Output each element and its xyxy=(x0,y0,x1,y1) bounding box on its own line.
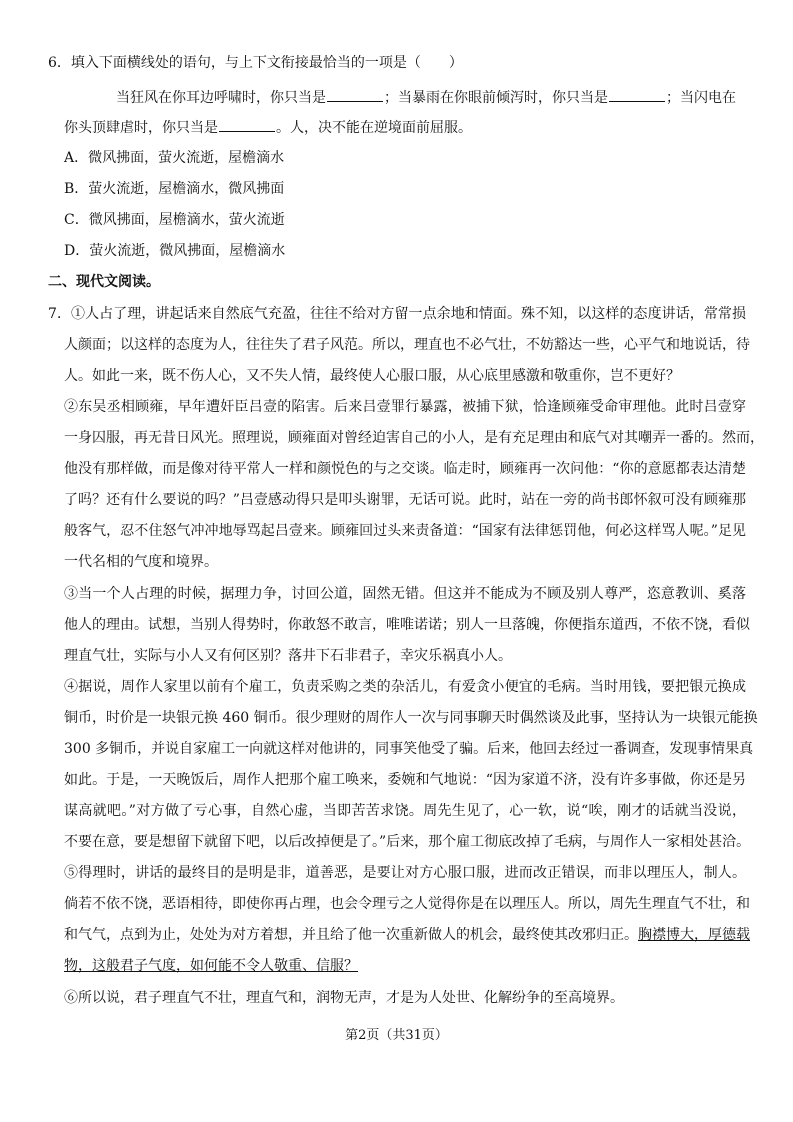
q7-line: 不要在意，要是想留下就留下吧，以后改掉便是了。”后来，那个雇工彻底改掉了毛病，与周作人一家相处甚洽。 xyxy=(64,834,751,850)
q7-line: 7．①人占了理，讲起话来自然底气充盈，往往不给对方留一点余地和情面。殊不知，以这样的态度讲话，常常损 xyxy=(48,306,746,322)
q6-stem: 6．填入下面横线处的语句，与上下文衔接最恰当的一项是（ ） xyxy=(48,55,463,71)
q6-option-b: B．萤火流逝，屋檐滴水，微风拂面 xyxy=(64,181,285,197)
q7-line: 了吗？还有什么要说的吗？”吕壹感动得只是叩头谢罪，无话可说。此时，站在一旁的尚书郎怀叙可没有顾雍那 xyxy=(64,492,746,508)
q7-underlined-text: 胸襟博大，厚德载 xyxy=(638,927,750,943)
q7-line: ③当一个人占理的时候，据理力争，讨回公道，固然无错。但这并不能成为不顾及别人尊严，恣意教训、奚落 xyxy=(64,586,746,602)
q7-line: 谋高就吧。”对方做了亏心事，自然心虚，当即苦苦求饶。周先生见了，心一软，说“唉，刚才的话就当没说， xyxy=(64,803,746,819)
q7-line: 一身囚服，再无昔日风光。照理说，顾雍面对曾经迫害自己的小人，是有充足理由和底气对其嘲弄一番的。然而， xyxy=(64,430,764,446)
q7-line: 人颜面；以这样的态度为人，往往失了君子风范。所以，理直也不必气壮，不妨豁达一些，心平气和地说话，待 xyxy=(64,337,750,353)
q7-line: 一代名相的气度和境界。 xyxy=(64,554,218,570)
q7-line: 他人的理由。试想，当别人得势时，你敢怒不敢言，唯唯诺诺；别人一旦落魄，你便指东道西，不依不饶，看似 xyxy=(64,617,750,633)
q6-option-d: D．萤火流逝，微风拂面，屋檐滴水 xyxy=(64,243,286,259)
q6-passage-line2 xyxy=(64,117,472,138)
q7-line: ⑤得理时，讲话的最终目的是明是非，道善恶，是要让对方心服口服，进而改正错误，而非以理压人，制人。 xyxy=(64,865,746,881)
q7-line: ④据说，周作人家里以前有个雇工，负责采购之类的杂活儿，有爱贪小便宜的毛病。当时用钱，要把银元换成 xyxy=(64,679,746,695)
q7-line: 理直气壮，实际与小人又有何区别？落井下石非君子，幸灾乐祸真小人。 xyxy=(64,648,512,664)
page-footer: 第2页（共31页） xyxy=(345,1028,448,1043)
q6-passage-line1 xyxy=(116,87,736,108)
q6-option-a: A．微风拂面，萤火流逝，屋檐滴水 xyxy=(64,150,285,166)
q7-underlined-line: 物，这般君子气度，如何能不令人敬重、信服？ xyxy=(64,958,358,974)
q6-blank-3 xyxy=(219,117,275,132)
q7-line-with-underline xyxy=(64,925,750,945)
q7-line: 如此。于是，一天晚饭后，周作人把那个雇工唤来，委婉和气地说：“因为家道不济，没有许多事做，你还是另 xyxy=(64,772,746,788)
q6-passage-c: ；当闪电在 xyxy=(666,90,736,106)
q6-passage-e: 。人，决不能在逆境面前屈服。 xyxy=(276,120,472,136)
q6-passage-d: 你头顶肆虐时，你只当是 xyxy=(64,120,218,136)
q6-blank-2 xyxy=(609,87,665,102)
q7-line: 他没有那样做，而是像对待平常人一样和颜悦色的与之交谈。临走时，顾雍再一次问他：“你的意愿都表达清楚 xyxy=(64,461,746,477)
q7-line: 倘若不依不饶，恶语相待，即使你再占理，也会令理亏之人觉得你是在以理压人。所以，周先生理直气不壮，和 xyxy=(64,896,750,912)
section-title: 二、现代文阅读。 xyxy=(48,274,160,290)
q6-blank-1 xyxy=(327,87,383,102)
q6-passage-b: ；当暴雨在你眼前倾泻时，你只当是 xyxy=(384,90,608,106)
q7-line: 300 多铜币，并说自家雇工一向就这样对他讲的，同事笑他受了骗。后来，他回去经过一番调查，发现事情果真 xyxy=(64,741,754,757)
q7-line: 人。如此一来，既不伤人心，又不失人情，最终使人心服口服，从心底里感激和敬重你，岂不更好？ xyxy=(64,368,680,384)
q7-line: ⑥所以说，君子理直气不壮，理直气和，润物无声，才是为人处世、化解纷争的至高境界。 xyxy=(64,990,624,1006)
q6-passage-a: 当狂风在你耳边呼啸时，你只当是 xyxy=(116,90,326,106)
q7-line: ②东吴丞相顾雍，早年遭奸臣吕壹的陷害。后来吕壹罪行暴露，被捕下狱，恰逢顾雍受命审理他。此时吕壹穿 xyxy=(64,399,746,415)
q6-option-c: C．微风拂面，屋檐滴水，萤火流逝 xyxy=(64,212,285,228)
q7-line: 般客气，忍不住怒气冲冲地辱骂起吕壹来。顾雍回过头来责备道：“国家有法律惩罚他，何必这样骂人呢。”足见 xyxy=(64,523,746,539)
q7-line: 铜币，时价是一块银元换 460 铜币。很少理财的周作人一次与同事聊天时偶然谈及此事，坚持认为一块银元能换 xyxy=(64,710,758,726)
q7-text: 和气气，点到为止，处处为对方着想，并且给了他一次重新做人的机会，最终使其改邪归正。 xyxy=(64,927,638,943)
